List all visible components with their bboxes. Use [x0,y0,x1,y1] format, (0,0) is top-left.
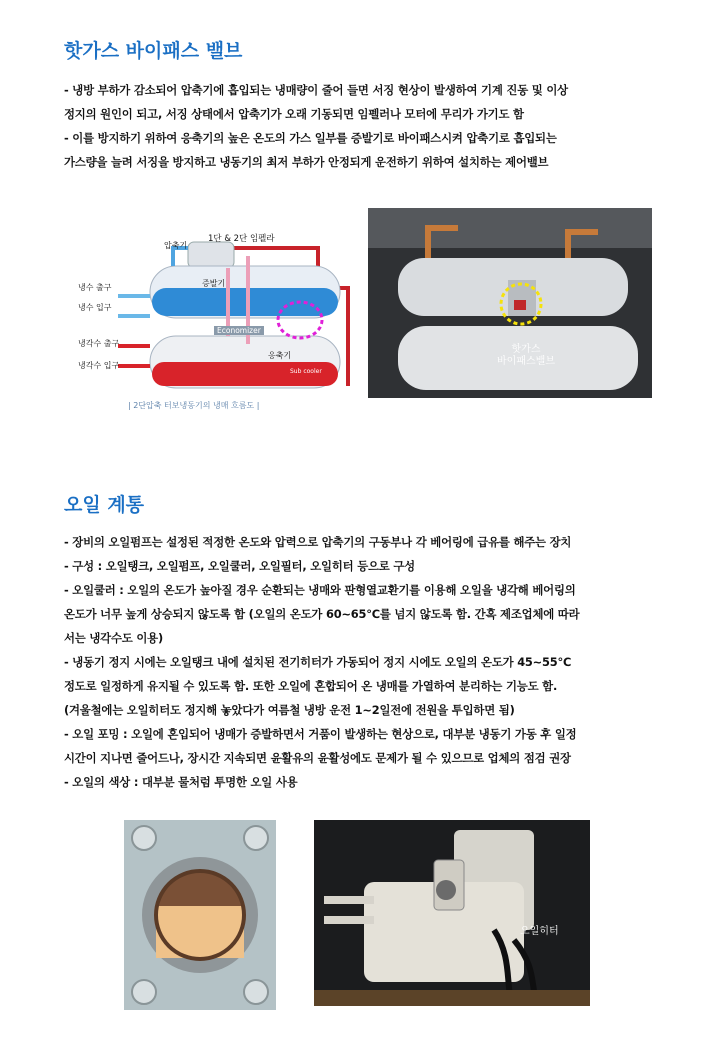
section2-title: 오일 계통 [64,494,145,516]
text-line: - 냉동기 정지 시에는 오일탱크 내에 설치된 전기히터가 가동되어 정지 시에도 오일의 온도가 45~55℃ [64,655,572,669]
text-line: 시간이 지나면 줄어드나, 장시간 지속되면 윤활유의 윤활성에도 문제가 될 수 있으므로 업체의 점검 권장 [64,751,571,765]
bypass-valve-label [486,344,566,368]
chilled-water-in-label: 냉수 입구 [78,303,112,312]
compressor-label: 압축기 [164,241,188,250]
refrigerant-flow-diagram [78,226,356,416]
section1-text [64,78,674,174]
impeller-label: 1단 & 2단 임펠라 [208,234,275,244]
oil-heater-label: 오일히터 [520,926,559,937]
bypass-valve-label-line1: 핫가스 [511,344,541,355]
section2-text [64,530,674,794]
text-line: - 구성 : 오일탱크, 오일펌프, 오일쿨러, 오일필터, 오일히터 등으로 구성 [64,559,415,573]
text-line: - 냉방 부하가 감소되어 압축기에 흡입되는 냉매량이 줄어 들면 서징 현상이 발생하여 기계 진동 및 이상 [64,83,568,97]
text-line: - 이를 방지하기 위하여 응축기의 높은 온도의 가스 일부를 증발기로 바이패스시켜 압축기로 흡입되는 [64,131,557,145]
text-line: - 장비의 오일펌프는 설정된 적정한 온도와 압력으로 압축기의 구동부나 각 베어링에 급유를 해주는 장치 [64,535,572,549]
text-line: - 오일쿨러 : 오일의 온도가 높아질 경우 순환되는 냉매와 판형열교환기를 이용해 오일을 냉각해 베어링의 [64,583,576,597]
condenser-label: 응축기 [268,351,292,360]
evaporator-label: 증발기 [202,279,226,288]
text-line: - 오일의 색상 : 대부분 물처럼 투명한 오일 사용 [64,775,298,789]
section1-title: 핫가스 바이패스 밸브 [64,40,243,62]
chilled-water-out-label: 냉수 출구 [78,283,112,292]
bypass-valve-label-line2: 바이패스밸브 [497,356,555,367]
text-line: 온도가 너무 높게 상승되지 않도록 함 (오일의 온도가 60~65℃를 넘지 않도록 함. 간혹 제조업체에 따라 [64,607,580,621]
text-line: 가스량을 늘려 서징을 방지하고 냉동기의 최저 부하가 안정되게 운전하기 위하여 설치하는 제어밸브 [64,155,549,169]
oil-heater-photo [314,820,590,1006]
cooling-water-in-label: 냉각수 입구 [78,361,120,370]
hot-gas-bypass-photo [368,208,652,398]
text-line: - 오일 포밍 : 오일에 혼입되어 냉매가 증발하면서 거품이 발생하는 현상으로, 대부분 냉동기 가동 후 일정 [64,727,577,741]
oil-sight-glass-photo [124,820,276,1010]
diagram-caption: | 2단압축 터보냉동기의 냉매 흐름도 | [128,401,260,410]
sub-cooler-label: Sub cooler [290,368,322,375]
chiller-photo-graphic [368,208,652,398]
flow-diagram-graphic [78,226,356,416]
economizer-label: Economizer [214,326,264,335]
text-line: 서는 냉각수도 이용) [64,631,163,645]
sight-glass-graphic [124,820,276,1010]
oil-heater-graphic [314,820,590,1006]
text-line: 정도로 일정하게 유지될 수 있도록 함. 또한 오일에 혼합되어 온 냉매를 가열하여 분리하는 기능도 함. [64,679,558,693]
text-line: (겨울철에는 오일히터도 정지해 놓았다가 여름철 냉방 운전 1~2일전에 전원을 투입하면 됨) [64,703,515,717]
text-line: 정지의 원인이 되고, 서징 상태에서 압축기가 오래 기동되면 임펠러나 모터에 무리가 가기도 함 [64,107,524,121]
cooling-water-out-label: 냉각수 출구 [78,339,120,348]
